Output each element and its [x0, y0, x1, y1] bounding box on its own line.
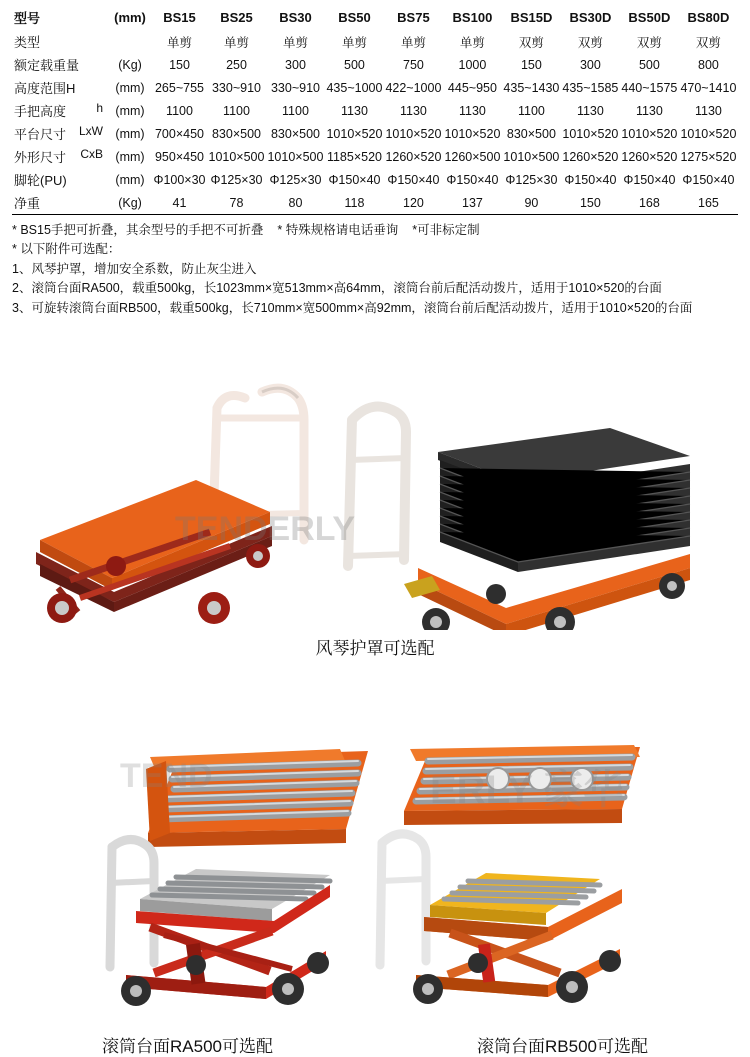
cell: 800 [698, 57, 719, 72]
row-sublabel: LxW [79, 124, 103, 138]
cell: 1010×500 [267, 149, 324, 164]
cell: 1130 [400, 103, 427, 118]
cell: 单剪 [223, 35, 249, 50]
cell: 1130 [341, 103, 368, 118]
column-header-5: BS100 [452, 10, 493, 25]
row-unit: (Kg) [118, 57, 142, 72]
cell: 1100 [282, 103, 309, 118]
caster-wheel [307, 952, 329, 974]
watermark-text: ERLY 豪华 [430, 767, 624, 812]
cell: Φ150×40 [623, 172, 676, 187]
cell: Φ125×30 [269, 172, 322, 187]
row-label: 净重 [14, 196, 41, 211]
cell: 41 [152, 191, 207, 215]
header-unit-label: (mm) [114, 10, 146, 25]
cell: 1010×500 [208, 149, 265, 164]
column-header-2: BS30 [279, 10, 312, 25]
cell: 435~1000 [326, 80, 383, 95]
row-unit: (mm) [115, 149, 145, 164]
figure-bellows-cover [0, 340, 750, 659]
table-row [12, 168, 738, 191]
figure-1-caption: 风琴护罩可选配 [315, 638, 435, 658]
note-line-4: 2、滚筒台面RA500，载重500kg，长1023mm×宽513mm×高64mm，滚筒台前后配活动拨片，适用于1010×520的台面 [12, 281, 662, 296]
cell: Φ150×40 [564, 172, 617, 187]
cell: 双剪 [577, 35, 603, 50]
row-unit [108, 30, 152, 53]
note-line-5: 3、可旋转滚筒台面RB500，载重500kg，长710mm×宽500mm×高92mm，滚筒台前后配活动拨片，适用于1010×520的台面 [12, 300, 693, 315]
caster-wheel [272, 973, 304, 1005]
table-row [12, 76, 738, 99]
cell: Φ125×30 [505, 172, 558, 187]
caster-wheel [422, 608, 450, 630]
table-row [12, 191, 738, 215]
cell: 300 [579, 57, 601, 72]
cell: 330~910 [211, 80, 261, 95]
product-spec-page [0, 6, 750, 1057]
cell: 1100 [517, 103, 545, 118]
lift-table-with-bellows-illustration [348, 406, 690, 629]
table-row [12, 99, 738, 122]
column-header-0: BS15 [163, 10, 196, 25]
column-header-7: BS30D [569, 10, 612, 25]
cell: Φ150×40 [387, 172, 440, 187]
notes-section [12, 221, 738, 318]
cell: 440~1575 [621, 80, 678, 95]
cell: Φ150×40 [682, 172, 735, 187]
row-label: 额定载重量 [14, 58, 80, 73]
cell: 118 [325, 191, 384, 215]
cell: 950×450 [154, 149, 204, 164]
caster-wheel [468, 953, 488, 973]
note-1c: *可非标定制 [412, 223, 480, 237]
cell: 双剪 [518, 35, 544, 50]
figure-captions-row [0, 1028, 750, 1057]
cell: 双剪 [695, 35, 721, 50]
cell: 422~1000 [385, 80, 442, 95]
lift-table-lowered-illustration [36, 388, 304, 624]
figure-roller-tops [0, 683, 750, 1057]
row-unit: (mm) [115, 80, 145, 95]
cell: 1000 [458, 57, 487, 72]
cell: 830×500 [270, 126, 320, 141]
watermark-text: TENDERLY [175, 509, 356, 548]
cell: 150 [169, 57, 190, 72]
cell: 1260×520 [562, 149, 619, 164]
cell: 470~1410 [680, 80, 737, 95]
cell: 1010×520 [444, 126, 501, 141]
cell: 1010×520 [326, 126, 383, 141]
row-unit: (Kg) [108, 191, 152, 215]
table-row [12, 145, 738, 168]
caster-wheel [486, 584, 506, 604]
cell: 1185×520 [326, 149, 382, 164]
bellows-cover [440, 460, 690, 572]
cell: 150 [561, 191, 620, 215]
cell: 120 [384, 191, 443, 215]
caster-wheel [556, 971, 588, 1003]
row-sublabel: CxB [80, 147, 103, 161]
cell: 830×500 [211, 126, 261, 141]
watermark-text: TEND [120, 756, 213, 795]
lift-table-orange-with-rollers [380, 834, 622, 1004]
figure-23-illustration [0, 683, 750, 1028]
cell: 1130 [458, 103, 486, 118]
cell: 1260×520 [621, 149, 678, 164]
cell: 1010×520 [621, 126, 678, 141]
cell: 1130 [635, 103, 663, 118]
caster-wheel [106, 556, 126, 576]
cell: 单剪 [341, 35, 367, 50]
cell: 750 [403, 57, 424, 72]
row-unit: (mm) [115, 126, 145, 141]
cell: Φ150×40 [328, 172, 381, 187]
row-label: 脚轮(PU) [14, 173, 67, 188]
row-sublabel: h [96, 101, 103, 115]
cell: 435~1585 [562, 80, 619, 95]
cell: Φ150×40 [446, 172, 499, 187]
cell: 单剪 [166, 35, 192, 50]
cell: 1130 [576, 103, 604, 118]
row-label: 类型 [14, 35, 41, 50]
note-line-2: * 以下附件可选配： [12, 242, 121, 257]
caster-wheel [121, 976, 151, 1006]
cell: Φ125×30 [210, 172, 263, 187]
cell: 1010×500 [503, 149, 560, 164]
header-model-label: 型号 [14, 11, 41, 26]
column-header-3: BS50 [338, 10, 371, 25]
cell: 单剪 [282, 35, 308, 50]
cell: 1130 [694, 103, 722, 118]
note-1b: * 特殊规格请电话垂询 [277, 223, 399, 237]
cell: 500 [638, 57, 660, 72]
cell: 137 [443, 191, 502, 215]
table-row [12, 122, 738, 145]
cell: 90 [502, 191, 561, 215]
table-row [12, 53, 738, 76]
column-header-9: BS80D [687, 10, 730, 25]
specification-table [12, 6, 738, 215]
cell: 1010×520 [680, 126, 737, 141]
cell: 300 [285, 57, 306, 72]
cell: 1010×520 [385, 126, 442, 141]
lift-table-red-with-rollers [110, 839, 330, 1006]
cell: 1100 [166, 103, 193, 118]
cell: 330~910 [270, 80, 320, 95]
cell: 250 [226, 57, 247, 72]
cell: 445~950 [447, 80, 497, 95]
note-line-3: 1、风琴护罩，增加安全系数，防止灰尘进入 [12, 261, 257, 276]
cell: 1260×520 [385, 149, 442, 164]
figure-1-illustration [0, 340, 750, 630]
cell: 1100 [223, 103, 250, 118]
figure-2-caption: 滚筒台面RA500可选配 [102, 1036, 273, 1056]
figure-3-caption: 滚筒台面RB500可选配 [477, 1036, 648, 1056]
caster-wheel [198, 592, 230, 624]
cell: 500 [344, 57, 365, 72]
cell: 单剪 [459, 35, 485, 50]
row-label: 高度范围H [14, 81, 76, 96]
cell: 单剪 [400, 35, 426, 50]
cell: 双剪 [636, 35, 662, 50]
row-label: 外形尺寸 [14, 150, 67, 165]
table-body [12, 6, 738, 215]
column-header-1: BS25 [220, 10, 253, 25]
cell: 700×450 [154, 126, 204, 141]
cell: 830×500 [506, 126, 556, 141]
cell: 435~1430 [503, 80, 560, 95]
cell: 1275×520 [680, 149, 737, 164]
caster-wheel [599, 950, 621, 972]
row-label: 平台尺寸 [14, 127, 67, 142]
cell: 168 [620, 191, 679, 215]
column-header-6: BS15D [510, 10, 553, 25]
cell: Φ100×30 [153, 172, 206, 187]
table-row [12, 30, 738, 53]
cell: 165 [679, 191, 738, 215]
cell: 150 [520, 57, 542, 72]
row-label: 手把高度 [14, 104, 67, 119]
caster-wheel [47, 593, 77, 623]
cell: 1010×520 [562, 126, 619, 141]
cell: 78 [207, 191, 266, 215]
caster-wheel [413, 974, 443, 1004]
note-line-1 [12, 221, 738, 240]
table-header-row [12, 6, 738, 30]
note-1a: * BS15手把可折叠，其余型号的手把不可折叠 [12, 223, 264, 237]
caster-wheel [659, 573, 685, 599]
cell: 265~755 [154, 80, 204, 95]
row-unit: (mm) [115, 103, 145, 118]
caster-wheel [186, 955, 206, 975]
cell: 1260×500 [444, 149, 501, 164]
cell: 80 [266, 191, 325, 215]
column-header-4: BS75 [397, 10, 430, 25]
row-unit: (mm) [115, 172, 145, 187]
column-header-8: BS50D [628, 10, 671, 25]
